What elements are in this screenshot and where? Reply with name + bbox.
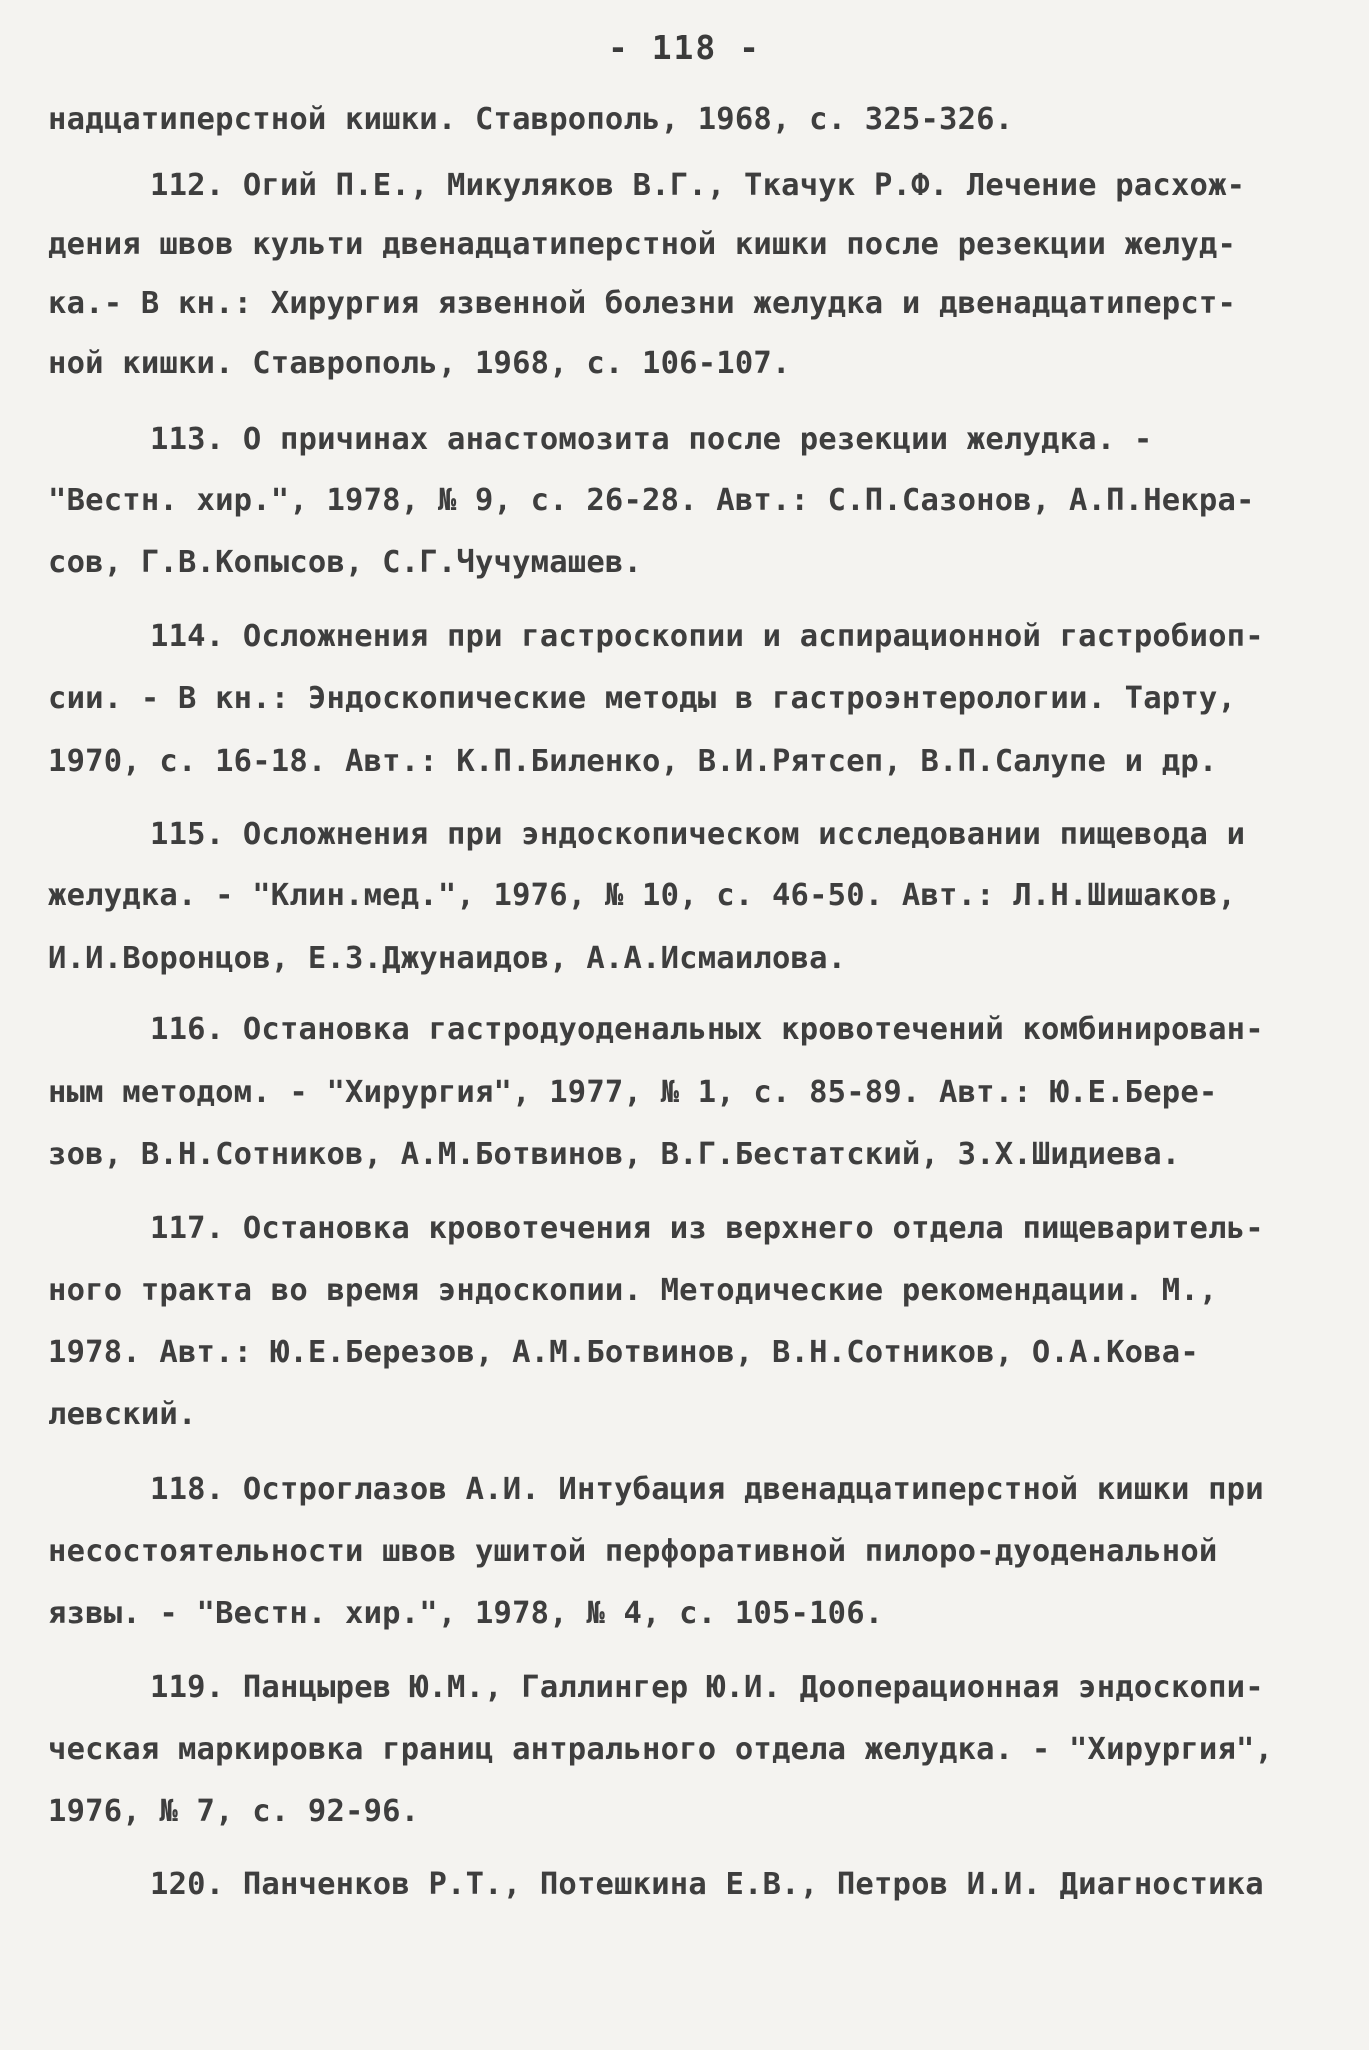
page-number: - 118 -: [607, 28, 762, 67]
text-line: 117. Остановка кровотечения из верхнего отдела пищеваритель-: [150, 1211, 1264, 1246]
text-line: 120. Панченков Р.Т., Потешкина Е.В., Петров И.И. Диагностика: [150, 1867, 1264, 1902]
text-line: 115. Осложнения при эндоскопическом исследовании пищевода и: [150, 817, 1246, 852]
text-line: левский.: [48, 1397, 197, 1432]
text-line: дения швов культи двенадцатиперстной кишки после резекции желуд-: [48, 227, 1237, 262]
text-line: зов, В.Н.Сотников, А.М.Ботвинов, В.Г.Бестатский, З.Х.Шидиева.: [48, 1137, 1181, 1172]
text-line: сии. - В кн.: Эндоскопические методы в гастроэнтерологии. Тарту,: [48, 681, 1237, 716]
text-line: несостоятельности швов ушитой перфоративной пилоро-дуоденальной: [48, 1534, 1218, 1569]
text-line: 1976, № 7, с. 92-96.: [48, 1794, 420, 1829]
text-line: ной кишки. Ставрополь, 1968, с. 106-107.: [48, 346, 791, 381]
text-line: ного тракта во время эндоскопии. Методические рекомендации. М.,: [48, 1273, 1218, 1308]
text-line: 1970, с. 16-18. Авт.: К.П.Биленко, В.И.Рятсеп, В.П.Салупе и др.: [48, 744, 1218, 779]
text-line: 113. О причинах анастомозита после резекции желудка. -: [150, 422, 1153, 457]
text-line: 112. Огий П.Е., Микуляков В.Г., Ткачук Р.Ф. Лечение расхож-: [150, 168, 1246, 203]
text-line: 1978. Авт.: Ю.Е.Березов, А.М.Ботвинов, В.Н.Сотников, О.А.Кова-: [48, 1335, 1199, 1370]
text-line: 116. Остановка гастродуоденальных кровотечений комбинирован-: [150, 1012, 1264, 1047]
text-line: сов, Г.В.Копысов, С.Г.Чучумашев.: [48, 545, 643, 580]
text-line: желудка. - "Клин.мед.", 1976, № 10, с. 46-50. Авт.: Л.Н.Шишаков,: [48, 878, 1237, 913]
text-line: ным методом. - "Хирургия", 1977, № 1, с. 85-89. Авт.: Ю.Е.Бере-: [48, 1075, 1218, 1110]
text-line: ка.- В кн.: Хирургия язвенной болезни желудка и двенадцатиперст-: [48, 286, 1237, 321]
text-line: 114. Осложнения при гастроскопии и аспирационной гастробиоп-: [150, 619, 1264, 654]
text-line: надцатиперстной кишки. Ставрополь, 1968, с. 325-326.: [48, 102, 1014, 137]
text-line: "Вестн. хир.", 1978, № 9, с. 26-28. Авт.: С.П.Сазонов, А.П.Некра-: [48, 483, 1255, 518]
text-line: ческая маркировка границ антрального отдела желудка. - "Хирургия",: [48, 1732, 1274, 1767]
text-line: И.И.Воронцов, Е.З.Джунаидов, А.А.Исмаилова.: [48, 941, 847, 976]
text-line: язвы. - "Вестн. хир.", 1978, № 4, с. 105-106.: [48, 1596, 884, 1631]
text-line: 118. Остроглазов А.И. Интубация двенадцатиперстной кишки при: [150, 1472, 1264, 1507]
text-line: 119. Панцырев Ю.М., Галлингер Ю.И. Дооперационная эндоскопи-: [150, 1670, 1264, 1705]
